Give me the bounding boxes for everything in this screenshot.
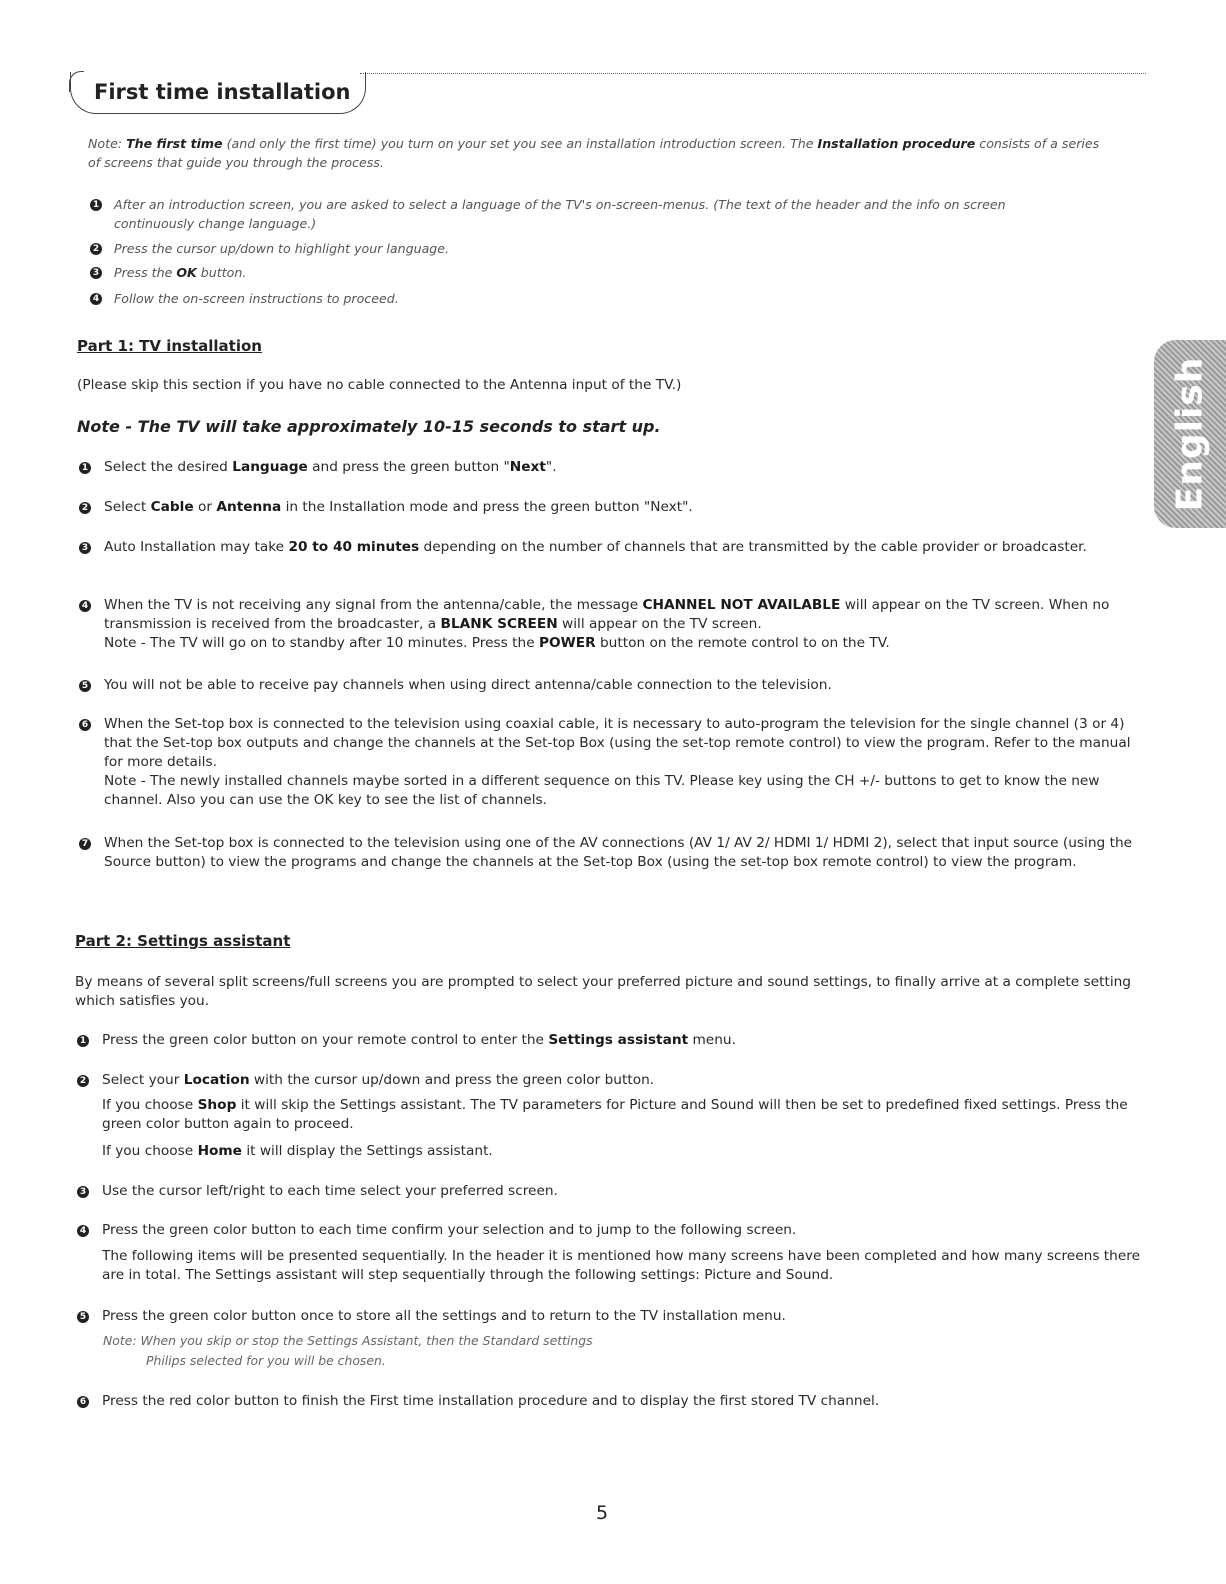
p2-item-1-a: Press the green color button on your remote control to enter the bbox=[102, 1032, 549, 1048]
p1-bullet-3: 3 bbox=[79, 542, 91, 554]
p1-item-4-h: button on the remote control to on the TV. bbox=[595, 635, 890, 651]
p2-item-2-g: If you choose bbox=[102, 1143, 198, 1159]
intro-bullet-1: 1 bbox=[90, 199, 102, 211]
side-tab-label: English bbox=[1169, 356, 1211, 512]
p2-bullet-6: 6 bbox=[77, 1396, 89, 1408]
p1-item-3-a: Auto Installation may take bbox=[104, 539, 289, 555]
intro-note-bold-1: The first time bbox=[126, 136, 223, 151]
p2-item-2-i: it will display the Settings assistant. bbox=[241, 1143, 493, 1159]
p1-item-2-cable: Cable bbox=[150, 499, 194, 515]
p2-item-1-c: menu. bbox=[688, 1032, 736, 1048]
p1-item-3-c: depending on the number of channels that are transmitted by the cable provider or broadcaster. bbox=[419, 539, 1087, 555]
p1-item-2-a: Select bbox=[104, 499, 151, 515]
p1-item-4-a: When the TV is not receiving any signal from the antenna/cable, the message bbox=[104, 597, 643, 613]
p1-item-3-duration: 20 to 40 minutes bbox=[288, 539, 420, 555]
p2-item-5-note-2: Philips selected for you will be chosen. bbox=[146, 1353, 386, 1368]
intro-step-3 bbox=[114, 263, 1104, 282]
p2-item-3: Use the cursor left/right to each time select your preferred screen. bbox=[102, 1183, 558, 1199]
intro-bullet-4: 4 bbox=[90, 293, 102, 305]
intro-note-bold-2: Installation procedure bbox=[817, 136, 976, 151]
p1-item-7: When the Set-top box is connected to the television using one of the AV connections (AV 1/ AV 2/ HDMI 1/ HDMI 2), select that input source (using the Source button) to view the programs and change the channels at the Set-top Box (using the set-top box remote control) to view the program. bbox=[104, 835, 1133, 870]
p1-bullet-5: 5 bbox=[79, 680, 91, 692]
p2-item-2-home-note bbox=[102, 1142, 1142, 1161]
p1-bullet-4: 4 bbox=[79, 600, 91, 612]
intro-note-prefix: Note: bbox=[88, 136, 127, 151]
p1-item-1-e: ". bbox=[545, 459, 557, 475]
page-title: First time installation bbox=[94, 80, 351, 104]
p1-item-1-next: Next bbox=[509, 459, 546, 475]
p1-item-1-c: and press the green button " bbox=[307, 459, 510, 475]
p1-item-3 bbox=[104, 538, 1144, 557]
intro-step-4: Follow the on-screen instructions to proceed. bbox=[114, 291, 399, 306]
intro-bullet-2: 2 bbox=[90, 243, 102, 255]
p1-item-2 bbox=[104, 498, 1144, 517]
p1-item-4-blank: BLANK SCREEN bbox=[440, 616, 558, 632]
p2-bullet-5: 5 bbox=[77, 1311, 89, 1323]
intro-step-3-c: button. bbox=[196, 265, 247, 280]
intro-note-text-1: (and only the first time) you turn on your set you see an installation introduction screen. The bbox=[222, 136, 818, 151]
p1-item-1 bbox=[104, 458, 1144, 477]
language-side-tab bbox=[1154, 340, 1226, 528]
p1-item-1-a: Select the desired bbox=[104, 459, 233, 475]
p1-bullet-7: 7 bbox=[79, 838, 91, 850]
p1-item-4-power: POWER bbox=[538, 635, 596, 651]
p2-item-2 bbox=[102, 1071, 1142, 1090]
p1-bullet-2: 2 bbox=[79, 502, 91, 514]
p2-item-5-note-1: Note: When you skip or stop the Settings Assistant, then the Standard settings bbox=[103, 1333, 593, 1348]
p2-item-4-a: Press the green color button to each time confirm your selection and to jump to the following screen. bbox=[102, 1222, 797, 1238]
intro-bullet-3: 3 bbox=[90, 267, 102, 279]
p2-item-2-shop-note bbox=[102, 1096, 1142, 1134]
p2-item-1 bbox=[102, 1031, 1142, 1050]
p2-item-2-shop: Shop bbox=[197, 1097, 237, 1113]
startup-note: Note - The TV will take approximately 10-15 seconds to start up. bbox=[77, 417, 661, 436]
p1-item-4-channel-na: CHANNEL NOT AVAILABLE bbox=[642, 597, 841, 613]
p1-bullet-6: 6 bbox=[79, 719, 91, 731]
p1-item-4-e: will appear on the TV screen. bbox=[557, 616, 762, 632]
intro-step-3-a: Press the bbox=[114, 265, 177, 280]
p1-item-1-language: Language bbox=[232, 459, 308, 475]
part2-intro: By means of several split screens/full screens you are prompted to select your preferred picture and sound settings, to finally arrive at a complete setting which satisfies you. bbox=[75, 974, 1131, 1009]
p1-item-2-e: in the Installation mode and press the green button "Next". bbox=[281, 499, 693, 515]
intro-step-2: Press the cursor up/down to highlight your language. bbox=[114, 241, 450, 256]
p1-item-6-b: Note - The newly installed channels maybe sorted in a different sequence on this TV. Please key using the CH +/- buttons to get to know the new channel. Also you can use the OK key to see the list of channels. bbox=[104, 773, 1100, 808]
intro-step-3-ok: OK bbox=[176, 265, 197, 280]
header-rule bbox=[360, 73, 1146, 74]
p2-item-2-location: Location bbox=[183, 1072, 250, 1088]
p1-item-2-c: or bbox=[193, 499, 217, 515]
p2-item-4 bbox=[102, 1221, 1142, 1240]
part2-heading: Part 2: Settings assistant bbox=[75, 932, 291, 950]
intro-step-1: After an introduction screen, you are asked to select a language of the TV's on-screen-menus. (The text of the header and the info on screen continuously change language.) bbox=[114, 197, 1006, 231]
p2-item-2-a: Select your bbox=[102, 1072, 184, 1088]
p1-item-6-a: When the Set-top box is connected to the television using coaxial cable, it is necessary to auto-program the television for the single channel (3 or 4) that the Set-top box outputs and change the channels at the Set-top Box (using the set-top remote control) to view the program. Refer to the manual for more details. bbox=[104, 716, 1131, 770]
intro-note bbox=[88, 134, 1106, 172]
p2-item-2-c: with the cursor up/down and press the green color button. bbox=[249, 1072, 655, 1088]
p2-item-2-d: If you choose bbox=[102, 1097, 198, 1113]
p2-item-2-f: it will skip the Settings assistant. The TV parameters for Picture and Sound will then be set to predefined fixed settings. Press the green color button again to proceed. bbox=[102, 1097, 1128, 1132]
p2-item-4-detail: The following items will be presented sequentially. In the header it is mentioned how many screens have been completed and how many screens there are in total. The Settings assistant will step sequentially through the following settings: Picture and Sound. bbox=[102, 1248, 1141, 1283]
p2-item-5: Press the green color button once to store all the settings and to return to the TV installation menu. bbox=[102, 1308, 786, 1324]
p2-bullet-2: 2 bbox=[77, 1075, 89, 1087]
p1-item-5: You will not be able to receive pay channels when using direct antenna/cable connection to the television. bbox=[104, 677, 832, 693]
p2-bullet-4: 4 bbox=[77, 1225, 89, 1237]
p2-bullet-1: 1 bbox=[77, 1035, 89, 1047]
p1-item-4-f: Note - The TV will go on to standby after 10 minutes. Press the bbox=[104, 635, 539, 651]
part1-skip-note: (Please skip this section if you have no cable connected to the Antenna input of the TV.) bbox=[77, 377, 682, 393]
p2-item-2-home: Home bbox=[197, 1143, 242, 1159]
p2-bullet-3: 3 bbox=[77, 1186, 89, 1198]
p2-item-6: Press the red color button to finish the First time installation procedure and to display the first stored TV channel. bbox=[102, 1393, 880, 1409]
p2-item-1-settings-assistant: Settings assistant bbox=[548, 1032, 689, 1048]
p1-bullet-1: 1 bbox=[79, 462, 91, 474]
p1-item-4-c: will appear on the TV screen. When no transmission is received from the broadcaster, a bbox=[104, 597, 1110, 632]
intro-note-text-2: consists of a series of screens that guide you through the process. bbox=[88, 136, 1100, 170]
page-number: 5 bbox=[596, 1502, 609, 1524]
p1-item-6 bbox=[104, 715, 1144, 810]
p1-item-2-antenna: Antenna bbox=[216, 499, 282, 515]
p1-item-4 bbox=[104, 596, 1144, 653]
part1-heading: Part 1: TV installation bbox=[77, 337, 262, 355]
